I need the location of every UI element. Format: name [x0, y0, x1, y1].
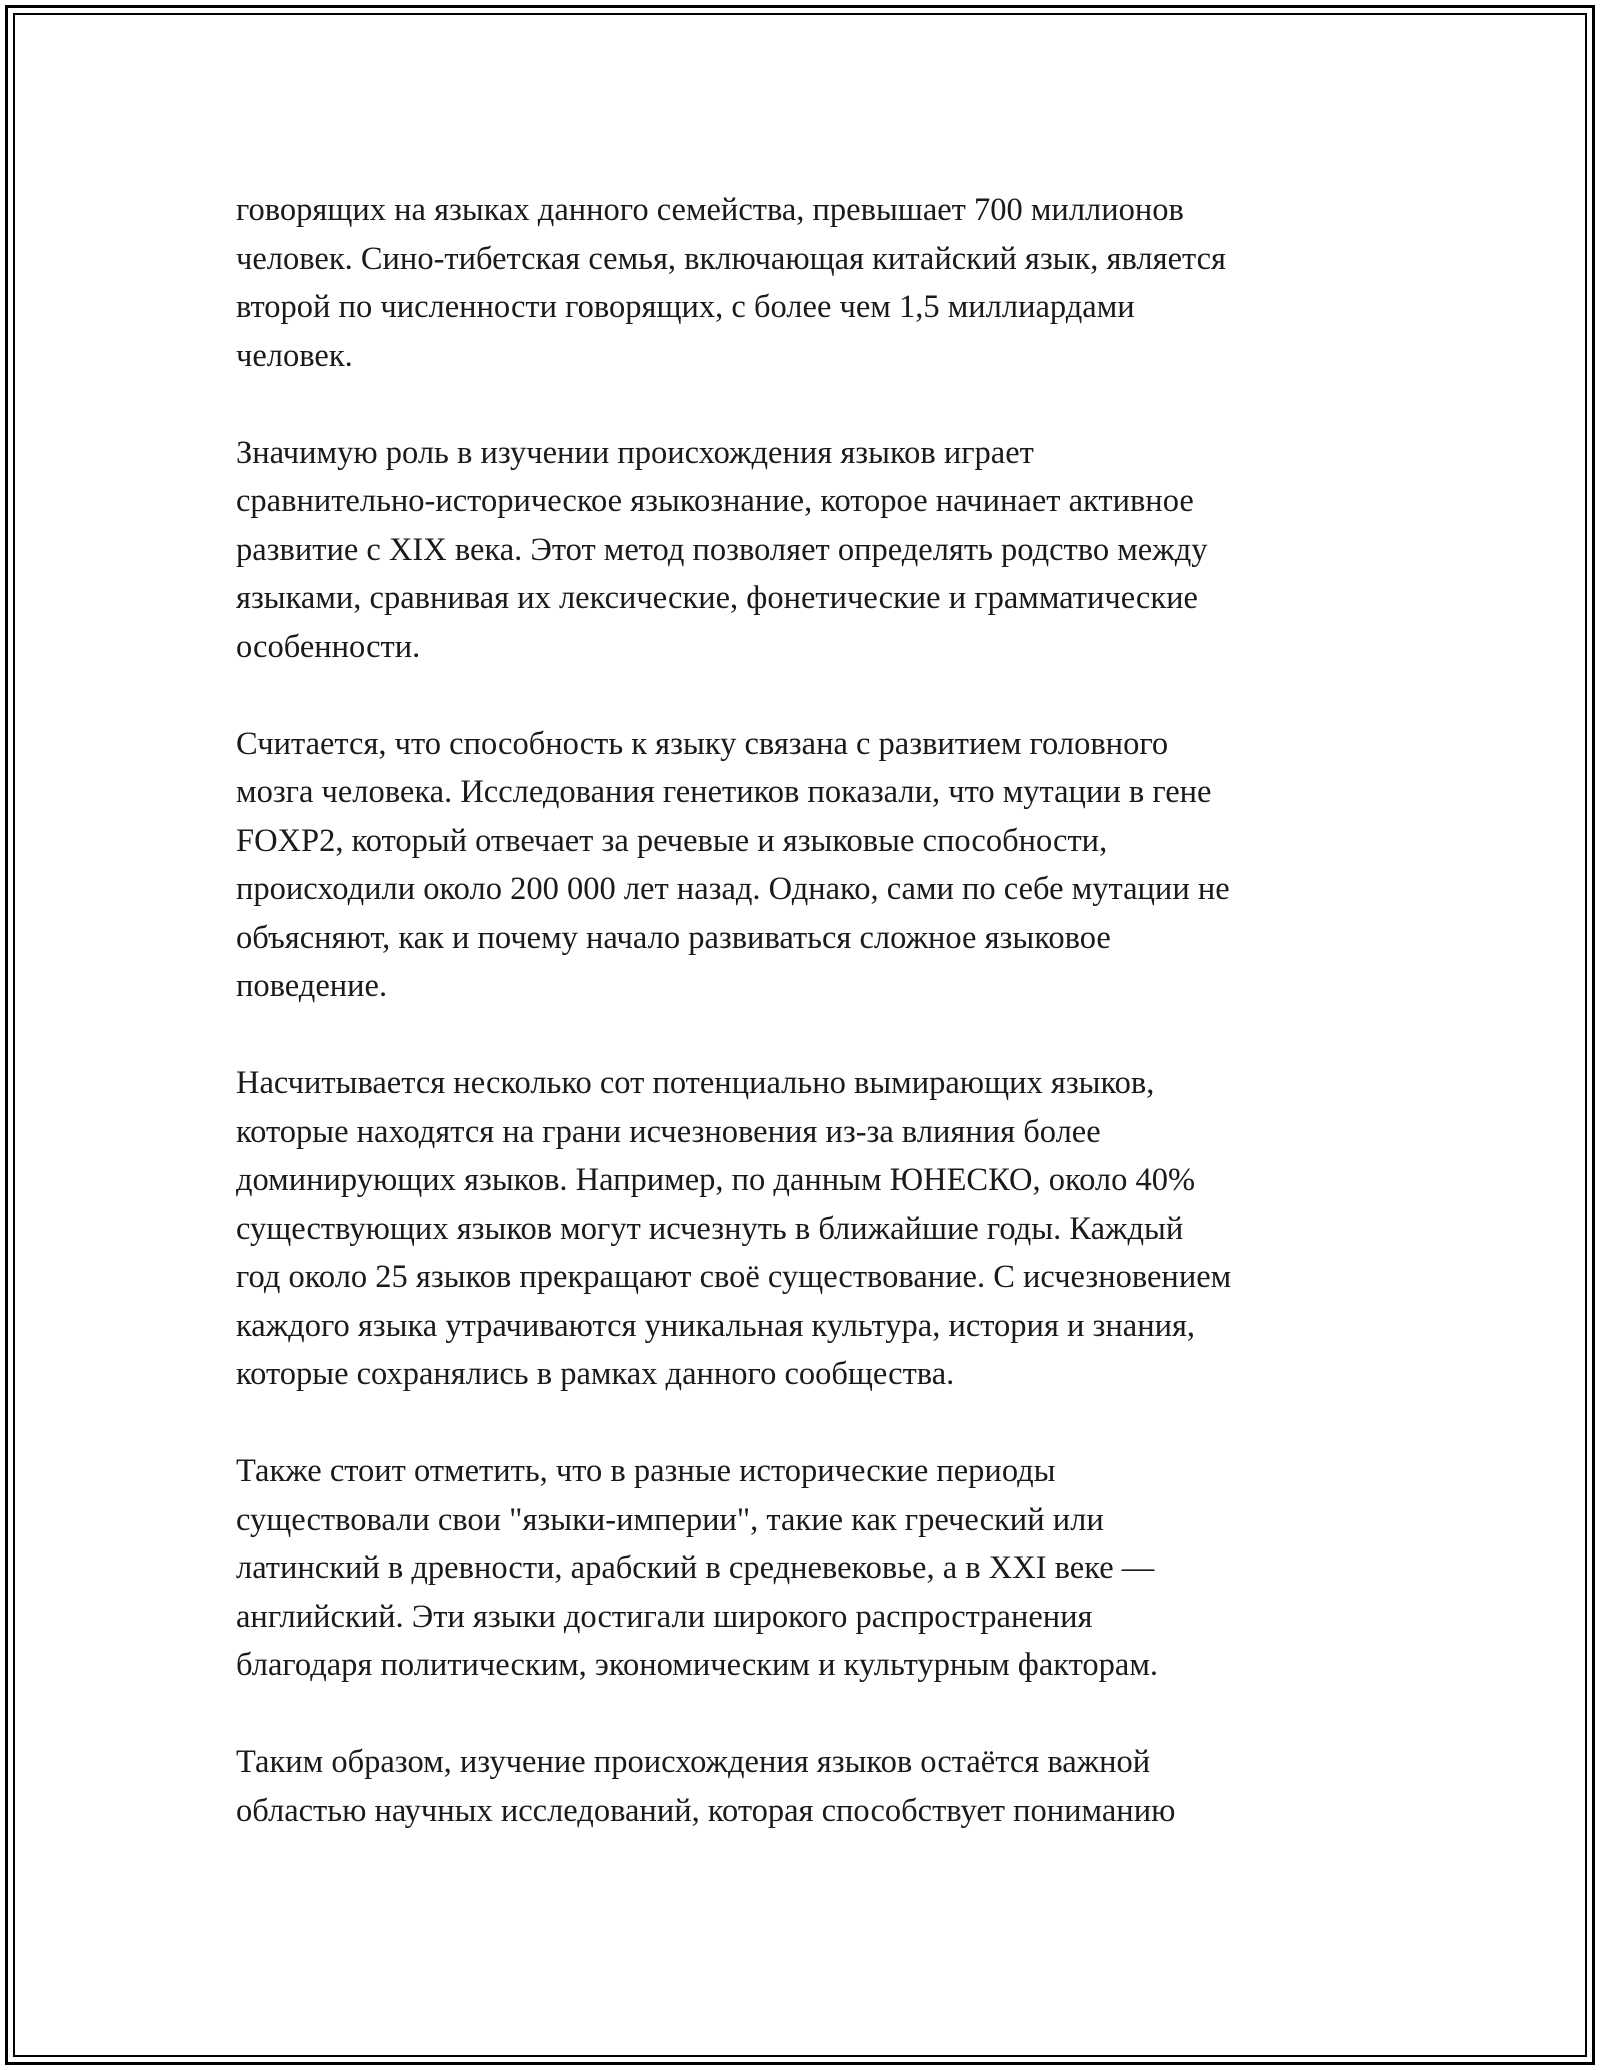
- text-line: человек.: [236, 337, 353, 374]
- paragraph-4: [236, 1059, 1396, 1399]
- text-line: второй по численности говорящих, с более чем 1,5 миллиардами: [236, 289, 1135, 325]
- text-line: говорящих на языках данного семейства, превышает 700 миллионов: [236, 192, 1184, 228]
- text-line: Таким образом, изучение происхождения языков остаётся важной: [236, 1744, 1151, 1780]
- text-line: Значимую роль в изучении происхождения языков играет: [236, 434, 1034, 471]
- text-line: Считается, что способность к языку связана с развитием головного: [236, 725, 1169, 762]
- text-line: существующих языков могут исчезнуть в ближайшие годы. Каждый: [236, 1210, 1184, 1247]
- text-line: год около 25 языков прекращают своё существование. С исчезновением: [236, 1259, 1232, 1295]
- text-line: мозга человека. Исследования генетиков показали, что мутации в гене: [236, 774, 1212, 810]
- text-line: областью научных исследований, которая способствует пониманию: [236, 1792, 1176, 1829]
- paragraph-1: [236, 186, 1396, 380]
- text-line: поведение.: [236, 968, 388, 1004]
- text-line: развитие с XIX века. Этот метод позволяет определять родство между: [236, 531, 1208, 568]
- text-line: благодаря политическим, экономическим и культурным факторам.: [236, 1647, 1159, 1683]
- text-line: происходили около 200 000 лет назад. Однако, сами по себе мутации не: [236, 871, 1230, 907]
- paragraph-2: [236, 429, 1396, 672]
- text-line: существовали свои "языки-империи", такие как греческий или: [236, 1501, 1104, 1538]
- paragraph-6: [236, 1738, 1396, 1835]
- text-line: человек. Сино-тибетская семья, включающая китайский язык, является: [236, 240, 1226, 277]
- text-line: которые находятся на грани исчезновения из-за влияния более: [236, 1113, 1101, 1150]
- text-line: языками, сравнивая их лексические, фонетические и грамматические: [236, 580, 1198, 616]
- text-line: Также стоит отметить, что в разные исторические периоды: [236, 1453, 1056, 1489]
- text-line: латинский в древности, арабский в средневековье, а в XXI веке —: [236, 1550, 1155, 1586]
- text-line: объясняют, как и почему начало развиваться сложное языковое: [236, 919, 1111, 956]
- text-line: FOXP2, который отвечает за речевые и языковые способности,: [236, 822, 1108, 859]
- document-body: [236, 186, 1396, 1835]
- text-line: доминирующих языков. Например, по данным ЮНЕСКО, около 40%: [236, 1162, 1196, 1198]
- text-line: которые сохранялись в рамках данного сообщества.: [236, 1356, 955, 1392]
- paragraph-5: [236, 1447, 1396, 1690]
- text-line: английский. Эти языки достигали широкого распространения: [236, 1598, 1093, 1635]
- text-line: сравнительно-историческое языкознание, которое начинает активное: [236, 483, 1194, 519]
- text-line: особенности.: [236, 628, 421, 665]
- text-line: Насчитывается несколько сот потенциально вымирающих языков,: [236, 1065, 1155, 1101]
- text-line: каждого языка утрачиваются уникальная культура, история и знания,: [236, 1307, 1196, 1344]
- paragraph-3: [236, 720, 1396, 1011]
